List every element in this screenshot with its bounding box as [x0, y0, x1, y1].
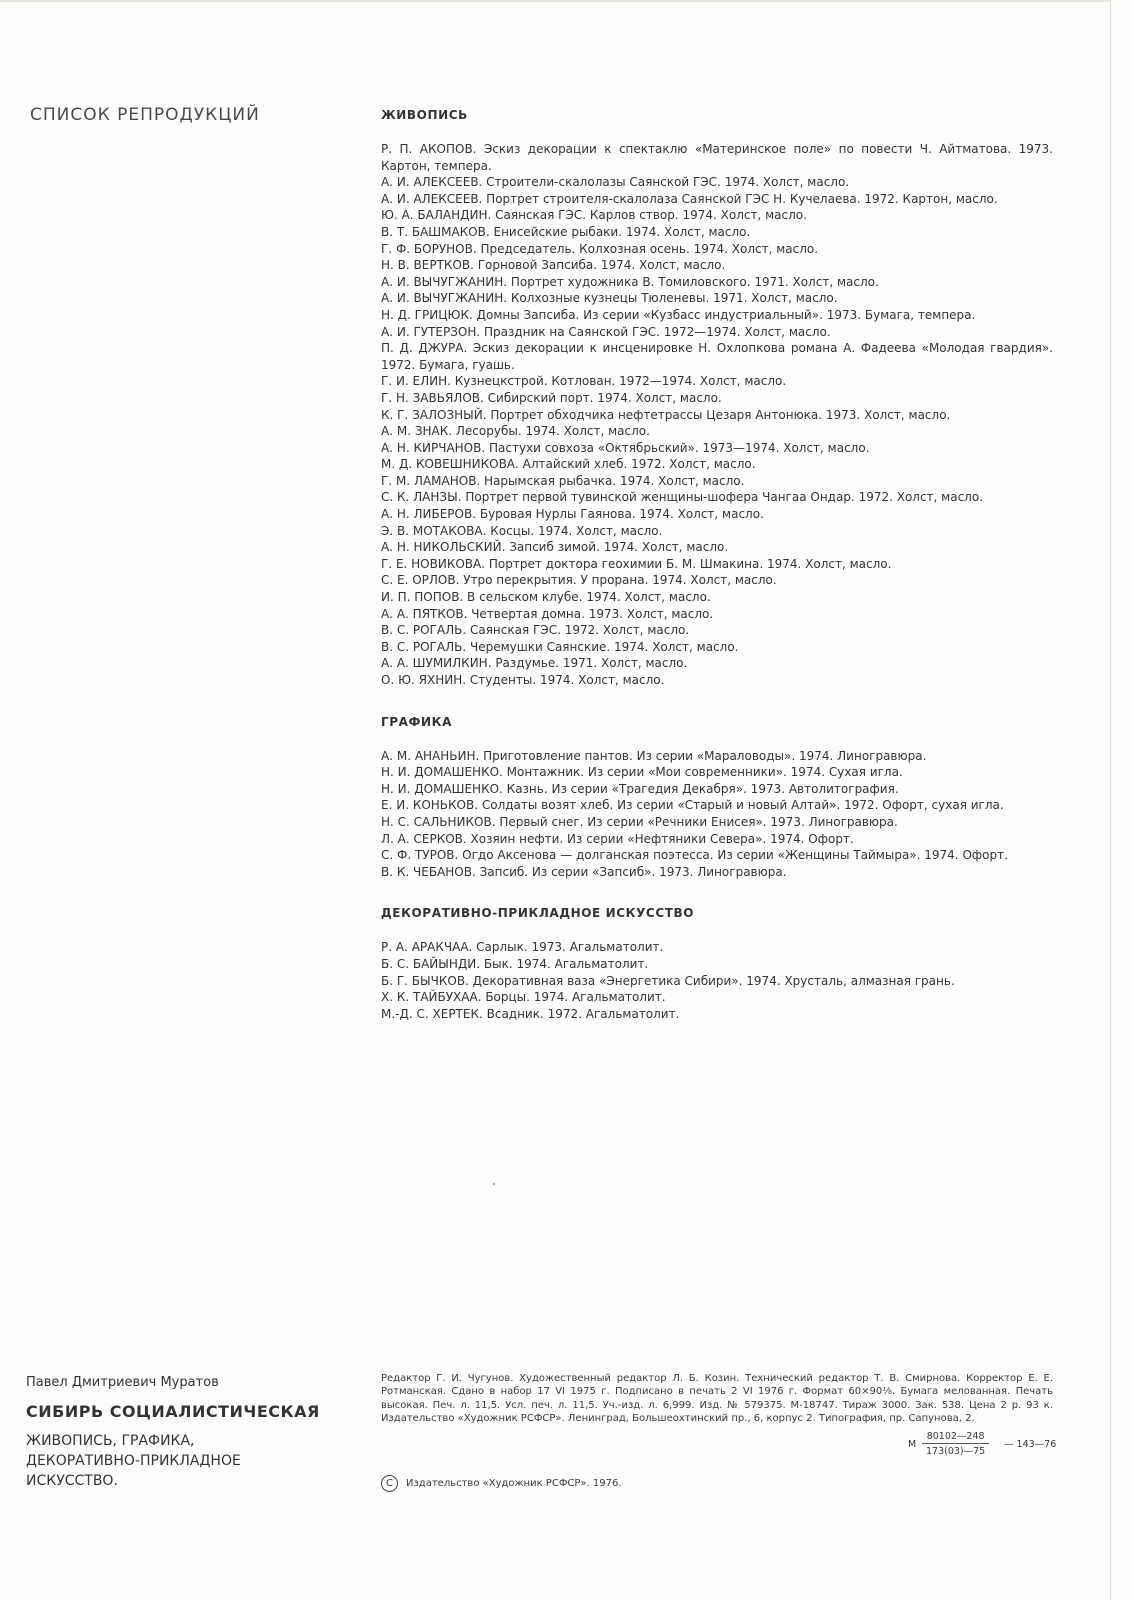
- reproduction-entry: А. М. ЗНАК. Лесорубы. 1974. Холст, масло.: [381, 424, 650, 439]
- section-painting: [381, 108, 1053, 689]
- entries: [381, 748, 1053, 881]
- copyright-icon: C: [381, 1475, 398, 1492]
- reproduction-entry: Н. И. ДОМАШЕНКО. Казнь. Из серии «Трагедия Декабря». 1973. Автолитография.: [381, 781, 899, 796]
- copyright-text: Издательство «Художник РСФСР». 1976.: [406, 1478, 622, 1489]
- reproduction-entry: С. К. ЛАНЗЫ. Портрет первой тувинской женщины-шофера Чангаа Ондар. 1972. Холст, масло.: [381, 490, 984, 505]
- reproduction-entry: Г. И. ЕЛИН. Кузнецкстрой. Котлован. 1972—1974. Холст, масло.: [381, 374, 787, 389]
- reproduction-entry: Л. А. СЕРКОВ. Хозяин нефти. Из серии «Нефтяники Севера». 1974. Офорт.: [381, 831, 854, 846]
- paper-speck: [493, 1183, 495, 1185]
- reproduction-entry: С. Ф. ТУРОВ. Огдо Аксенова — долганская поэтесса. Из серии «Женщины Таймыра». 1974. Офорт.: [381, 848, 1008, 863]
- reproduction-entry: М. Д. КОВЕШНИКОВА. Алтайский хлеб. 1972. Холст, масло.: [381, 457, 756, 472]
- page-top-edge: [0, 0, 1110, 2]
- section-heading: ЖИВОПИСЬ: [381, 108, 468, 122]
- reproduction-entry: В. К. ЧЕБАНОВ. Запсиб. Из серии «Запсиб». 1973. Линогравюра.: [381, 864, 787, 879]
- reproduction-entry: А. М. АНАНЬИН. Приготовление пантов. Из серии «Мараловоды». 1974. Линогравюра.: [381, 748, 927, 763]
- reproduction-entry: Н. И. ДОМАШЕНКО. Монтажник. Из серии «Мои современники». 1974. Сухая игла.: [381, 765, 903, 780]
- reproduction-entry: Б. Г. БЫЧКОВ. Декоративная ваза «Энергетика Сибири». 1974. Хрусталь, алмазная грань.: [381, 973, 955, 988]
- reproduction-entry: А. А. ПЯТКОВ. Четвертая домна. 1973. Холст, масло.: [381, 606, 714, 621]
- reproduction-entry: А. И. ВЫЧУГЖАНИН. Колхозные кузнецы Тюленевы. 1971. Холст, масло.: [381, 291, 838, 306]
- reproduction-entry: А. И. ВЫЧУГЖАНИН. Портрет художника В. Томиловского. 1971. Холст, масло.: [381, 274, 879, 289]
- reproduction-entry: В. С. РОГАЛЬ. Черемушки Саянские. 1974. Холст, масло.: [381, 639, 739, 654]
- reproduction-entry: Р. А. АРАКЧАА. Сарлык. 1973. Агальматолит.: [381, 940, 664, 955]
- reproduction-entry: Ю. А. БАЛАНДИН. Саянская ГЭС. Карлов створ. 1974. Холст, масло.: [381, 208, 807, 223]
- formula-fraction: [922, 1431, 989, 1457]
- reproduction-entry: А. Н. ЛИБЕРОВ. Буровая Нурлы Гаянова. 1974. Холст, масло.: [381, 507, 764, 522]
- section-heading: ДЕКОРАТИВНО-ПРИКЛАДНОЕ ИСКУССТВО: [381, 906, 695, 921]
- formula-denominator: 173(03)—75: [926, 1446, 986, 1457]
- reproduction-entry: П. Д. ДЖУРА. Эскиз декорации к инсценировке Н. Охлопкова романа А. Фадеева «Молодая гвардия». 1972. Бумага, гуашь.: [381, 341, 1053, 372]
- book-title: СИБИРЬ СОЦИАЛИСТИЧЕСКАЯ: [26, 1402, 320, 1421]
- reproduction-entry: А. И. АЛЕКСЕЕВ. Портрет строителя-скалолаза Саянской ГЭС Н. Кучелаева. 1972. Картон, масло.: [381, 191, 998, 206]
- reproduction-entry: И. П. ПОПОВ. В сельском клубе. 1974. Холст, масло.: [381, 590, 711, 605]
- book-info: [26, 1375, 346, 1491]
- reproduction-entry: А. И. АЛЕКСЕЕВ. Строители-скалолазы Саянской ГЭС. 1974. Холст, масло.: [381, 175, 850, 190]
- reproduction-entry: А. Н. КИРЧАНОВ. Пастухи совхоза «Октябрьский». 1973—1974. Холст, масло.: [381, 440, 870, 455]
- reproduction-entry: В. Т. БАШМАКОВ. Енисейские рыбаки. 1974. Холст, масло.: [381, 224, 751, 239]
- section-heading: ГРАФИКА: [381, 714, 452, 729]
- reproduction-entry: Н. С. САЛЬНИКОВ. Первый снег. Из серии «Речники Енисея». 1973. Линогравюра.: [381, 814, 898, 829]
- reproduction-entry: Х. К. ТАЙБУХАА. Борцы. 1974. Агальматолит.: [381, 990, 666, 1005]
- imprint-text: Редактор Г. И. Чугунов. Художественный редактор Л. Б. Козин. Технический редактор Т. В. Смирнова. Корректор Е. Е. Ротманская. Сдано в набор 17 VI 1975 г. Подписано в печать 2 VI 1976 г. Формат 60×90⅛. Бумага мелованная. Печать высокая. Печ. л. 11,5. Усл. печ. л. 11,5. Уч.-изд. л. 6,999. Изд. № 579375. М-18747. Тираж 3000. Зак. 538. Цена 2 р. 93 к. Издательство «Художник РСФСР». Ленинград, Большеохтинский пр., 6, корпус 2. Типография, пр. Сапунова, 2.: [381, 1373, 1053, 1425]
- reproductions-list: [381, 108, 1053, 1048]
- reproduction-entry: К. Г. ЗАЛОЗНЫЙ. Портрет обходчика нефтетрассы Цезаря Антонюка. 1973. Холст, масло.: [381, 407, 951, 422]
- reproduction-entry: Н. В. ВЕРТКОВ. Горновой Запсиба. 1974. Холст, масло.: [381, 258, 726, 273]
- list-title: СПИСОК РЕПРОДУКЦИЙ: [30, 105, 260, 125]
- reproduction-entry: Г. Ф. БОРУНОВ. Председатель. Колхозная осень. 1974. Холст, масло.: [381, 241, 819, 256]
- reproduction-entry: А. И. ГУТЕРЗОН. Праздник на Саянской ГЭС. 1972—1974. Холст, масло.: [381, 324, 831, 339]
- reproduction-entry: Г. М. ЛАМАНОВ. Нарымская рыбачка. 1974. Холст, масло.: [381, 473, 745, 488]
- formula-numerator: 80102—248: [922, 1431, 989, 1444]
- reproduction-entry: М.-Д. С. ХЕРТЕК. Всадник. 1972. Агальматолит.: [381, 1006, 680, 1021]
- reproduction-entry: В. С. РОГАЛЬ. Саянская ГЭС. 1972. Холст, масло.: [381, 623, 690, 638]
- reproduction-entry: Г. Н. ЗАВЬЯЛОВ. Сибирский порт. 1974. Холст, масло.: [381, 390, 722, 405]
- book-author: Павел Дмитриевич Муратов: [26, 1375, 219, 1390]
- section-graphics: [381, 715, 1053, 881]
- reproduction-entry: Э. В. МОТАКОВА. Косцы. 1974. Холст, масло.: [381, 523, 663, 538]
- reproduction-entry: Р. П. АКОПОВ. Эскиз декорации к спектаклю «Материнское поле» по повести Ч. Айтматова. 1973. Картон, темпера.: [381, 142, 1053, 173]
- reproduction-entry: А. Н. НИКОЛЬСКИЙ. Запсиб зимой. 1974. Холст, масло.: [381, 540, 729, 555]
- section-decorative-art: [381, 906, 1053, 1022]
- copyright-line: [381, 1475, 622, 1492]
- entries: [381, 939, 1053, 1022]
- entries: [381, 141, 1053, 689]
- formula-suffix: — 143—76: [1004, 1439, 1057, 1450]
- reproduction-entry: С. Е. ОРЛОВ. Утро перекрытия. У прорана. 1974. Холст, масло.: [381, 573, 777, 588]
- book-subtitle: ЖИВОПИСЬ, ГРАФИКА, ДЕКОРАТИВНО-ПРИКЛАДНОЕ ИСКУССТВО.: [26, 1433, 241, 1489]
- reproduction-entry: Г. Е. НОВИКОВА. Портрет доктора геохимии Б. М. Шмакина. 1974. Холст, масло.: [381, 556, 892, 571]
- reproduction-entry: О. Ю. ЯХНИН. Студенты. 1974. Холст, масло.: [381, 673, 665, 687]
- reproduction-entry: Е. И. КОНЬКОВ. Солдаты возят хлеб. Из серии «Старый и новый Алтай». 1972. Офорт, сухая игла.: [381, 798, 1004, 813]
- reproduction-entry: Б. С. БАЙЫНДИ. Бык. 1974. Агальматолит.: [381, 956, 649, 971]
- reproduction-entry: А. А. ШУМИЛКИН. Раздумье. 1971. Холст, масло.: [381, 656, 688, 671]
- formula-prefix: М: [908, 1439, 917, 1450]
- reproduction-entry: Н. Д. ГРИЦЮК. Домны Запсиба. Из серии «Кузбасс индустриальный». 1973. Бумага, темпера.: [381, 307, 976, 322]
